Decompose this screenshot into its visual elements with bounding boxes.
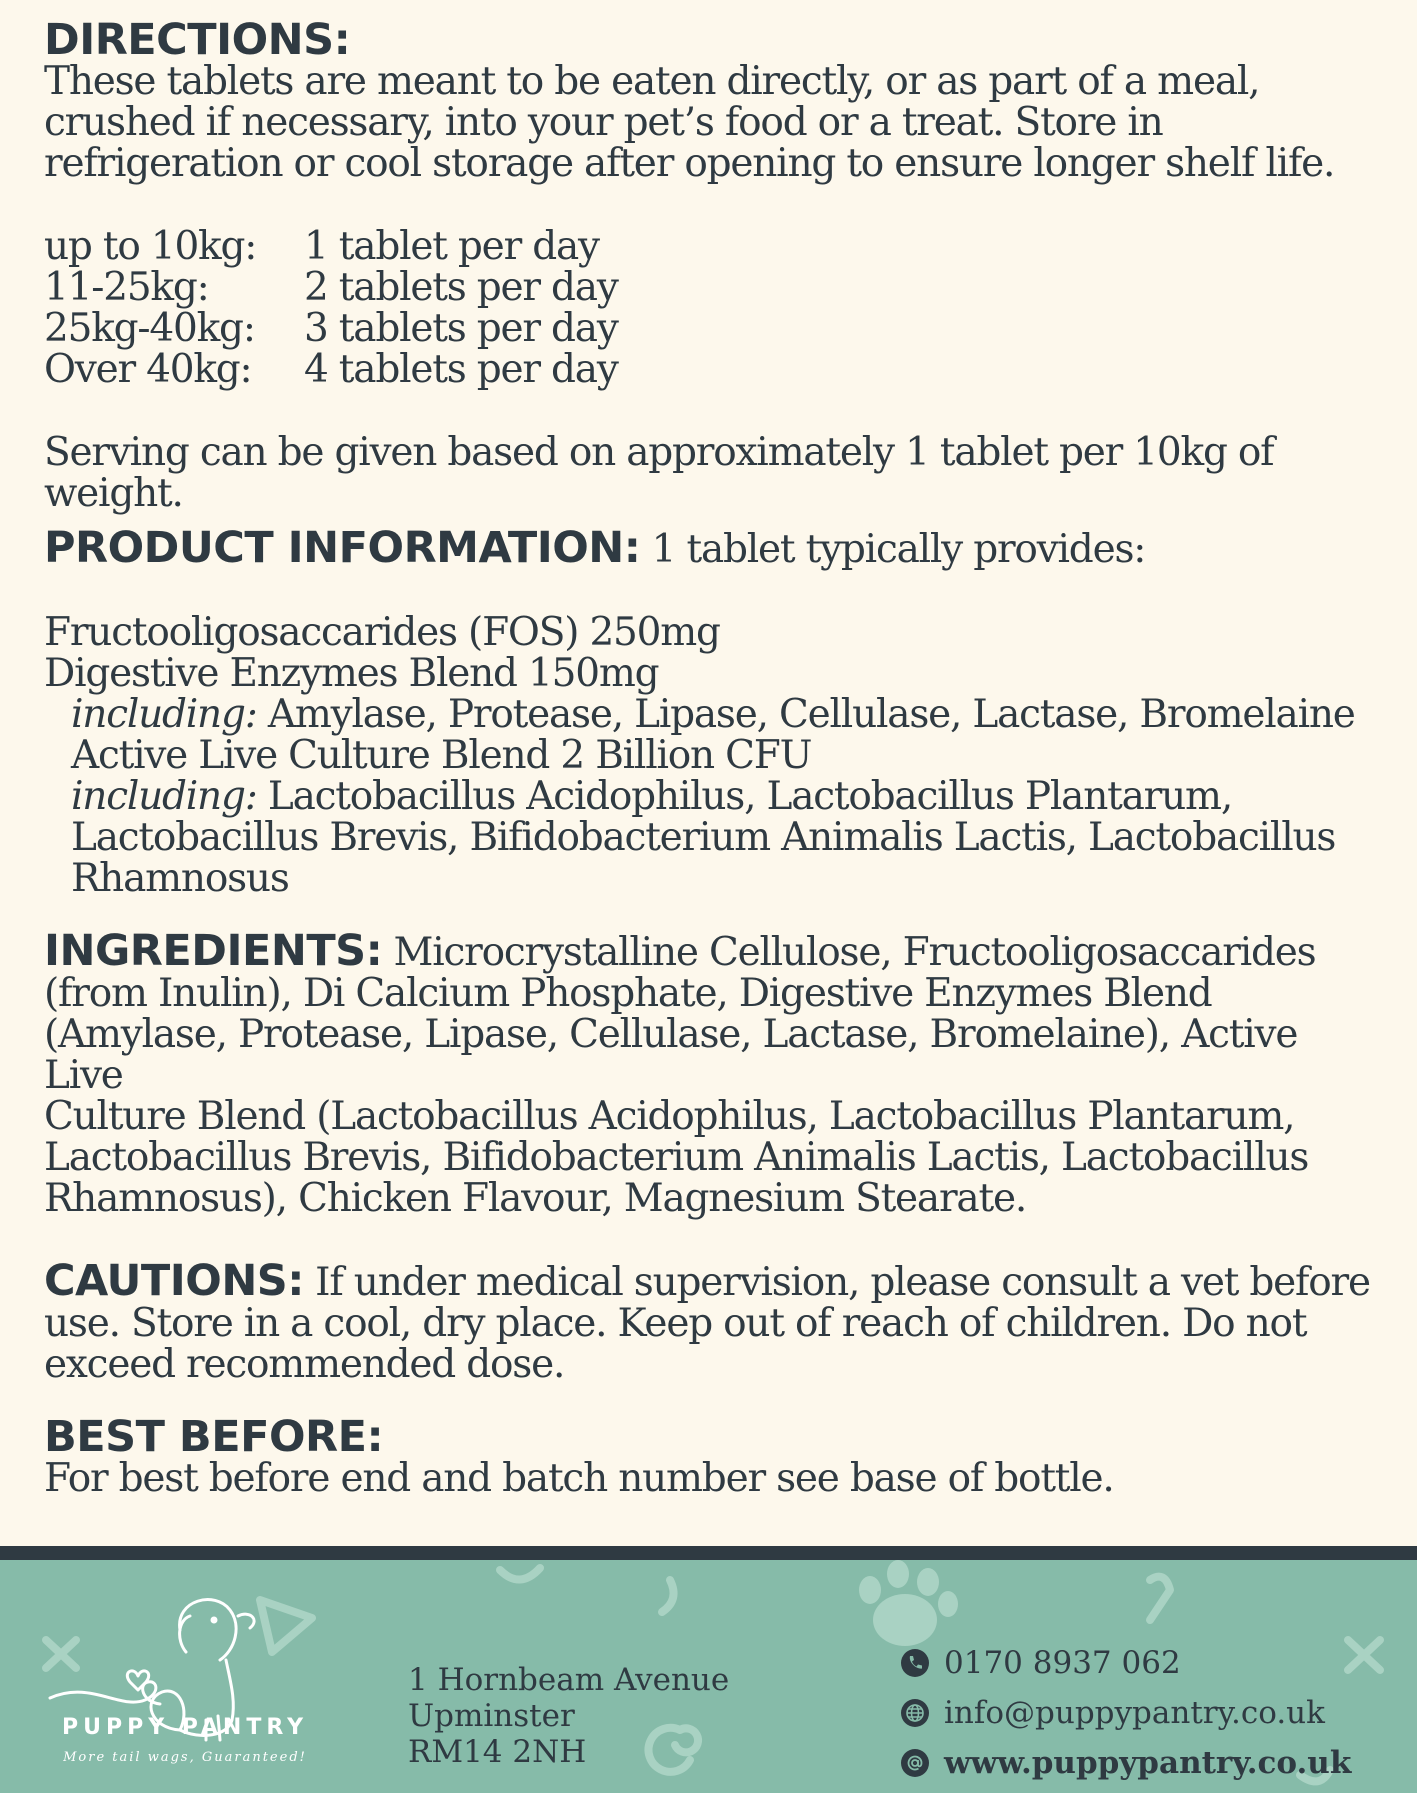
label-content [44, 15, 1384, 1501]
dosage-weight: Over 40kg: [44, 347, 252, 392]
cautions-line: use. Store in a cool, dry place. Keep out of reach of children. Do not [44, 1301, 1307, 1346]
address-line: Upminster [408, 1698, 575, 1734]
fos-line: Fructooligosaccarides (FOS) 250mg [44, 610, 720, 655]
globe-icon [900, 1698, 930, 1728]
ingredients-line: (Amylase, Protease, Lipase, Cellulase, Lactase, Bromelaine), Active Live [44, 1012, 1298, 1098]
ingredients-line: Lactobacillus Brevis, Bifidobacterium Animalis Lactis, Lactobacillus [44, 1135, 1309, 1180]
contact-list [900, 1638, 1351, 1788]
culture-list-1: Lactobacillus Acidophilus, Lactobacillus Plantarum, [256, 774, 1233, 819]
footer [0, 1560, 1417, 1793]
including-label: including: [71, 692, 257, 737]
dosage-amount: 1 tablet per day [304, 224, 599, 269]
cautions-line-1 [44, 1256, 1384, 1306]
product-info-intro: 1 tablet typically provides: [640, 527, 1146, 572]
culture-list-line [44, 776, 1384, 817]
phone-number: 0170 8937 062 [944, 1645, 1181, 1681]
directions-line-3: refrigeration or cool storage after opening to ensure longer shelf life. [44, 141, 1335, 186]
website-contact[interactable] [900, 1738, 1351, 1788]
serving-line-2: weight. [44, 471, 183, 516]
footer-divider [0, 1546, 1417, 1560]
ingredients-text-1: Microcrystalline Cellulose, Fructooligosaccarides [382, 930, 1316, 975]
dosage-row [44, 226, 1384, 267]
dosage-row [44, 267, 1384, 308]
culture-line: Active Live Culture Blend 2 Billion CFU [71, 733, 812, 778]
ingredients-line: Rhamnosus), Chicken Flavour, Magnesium Stearate. [44, 1176, 1027, 1221]
ingredients-line-1 [44, 926, 1384, 976]
at-sign-icon [900, 1748, 930, 1778]
dosage-row [44, 349, 1384, 390]
directions-line-2: crushed if necessary, into your pet’s food or a treat. Store in [44, 100, 1163, 145]
best-before-text: For best before end and batch number see base of bottle. [44, 1456, 1114, 1501]
brand-tagline: More tail wags, Guaranteed! [63, 1750, 307, 1765]
dosage-row [44, 308, 1384, 349]
email-contact[interactable] [900, 1688, 1351, 1738]
enzymes-line: Digestive Enzymes Blend 150mg [44, 651, 659, 696]
phone-icon [900, 1648, 930, 1678]
cautions-line: exceed recommended dose. [44, 1342, 565, 1387]
best-before-heading: BEST BEFORE: [44, 1412, 384, 1462]
directions-line-1: These tablets are meant to be eaten directly, or as part of a meal, [44, 59, 1260, 104]
address-block [408, 1662, 729, 1770]
dosage-weight: up to 10kg: [44, 224, 257, 269]
address-line: 1 Hornbeam Avenue [408, 1662, 730, 1698]
including-label: including: [71, 774, 257, 819]
phone-contact[interactable] [900, 1638, 1351, 1688]
directions-heading: DIRECTIONS: [44, 15, 351, 65]
ingredients-heading: INGREDIENTS: [44, 926, 383, 976]
address-line: RM14 2NH [408, 1734, 587, 1770]
ingredients-line: Culture Blend (Lactobacillus Acidophilus, Lactobacillus Plantarum, [44, 1094, 1295, 1139]
culture-list-3: Rhamnosus [71, 856, 289, 901]
email-address: info@puppypantry.co.uk [944, 1695, 1325, 1731]
website-url: www.puppypantry.co.uk [944, 1745, 1352, 1781]
culture-list-2: Lactobacillus Brevis, Bifidobacterium Animalis Lactis, Lactobacillus [71, 815, 1336, 860]
cautions-text-1: If under medical supervision, please consult a vet before [303, 1260, 1370, 1305]
enzymes-list-line [44, 694, 1384, 735]
product-info-heading: PRODUCT INFORMATION: [44, 523, 641, 573]
dosage-amount: 4 tablets per day [304, 347, 618, 392]
serving-line-1: Serving can be given based on approximately 1 tablet per 10kg of [44, 430, 1274, 475]
enzymes-list: Amylase, Protease, Lipase, Cellulase, Lactase, Bromelaine [256, 692, 1355, 737]
cautions-heading: CAUTIONS: [44, 1256, 304, 1306]
dosage-amount: 3 tablets per day [304, 306, 618, 351]
dosage-weight: 25kg-40kg: [44, 306, 255, 351]
dosage-amount: 2 tablets per day [304, 265, 618, 310]
brand-name: PUPPY PANTRY [61, 1715, 309, 1740]
dosage-weight: 11-25kg: [44, 265, 209, 310]
ingredients-line: (from Inulin), Di Calcium Phosphate, Digestive Enzymes Blend [44, 971, 1212, 1016]
product-info-heading-line [44, 523, 1384, 573]
